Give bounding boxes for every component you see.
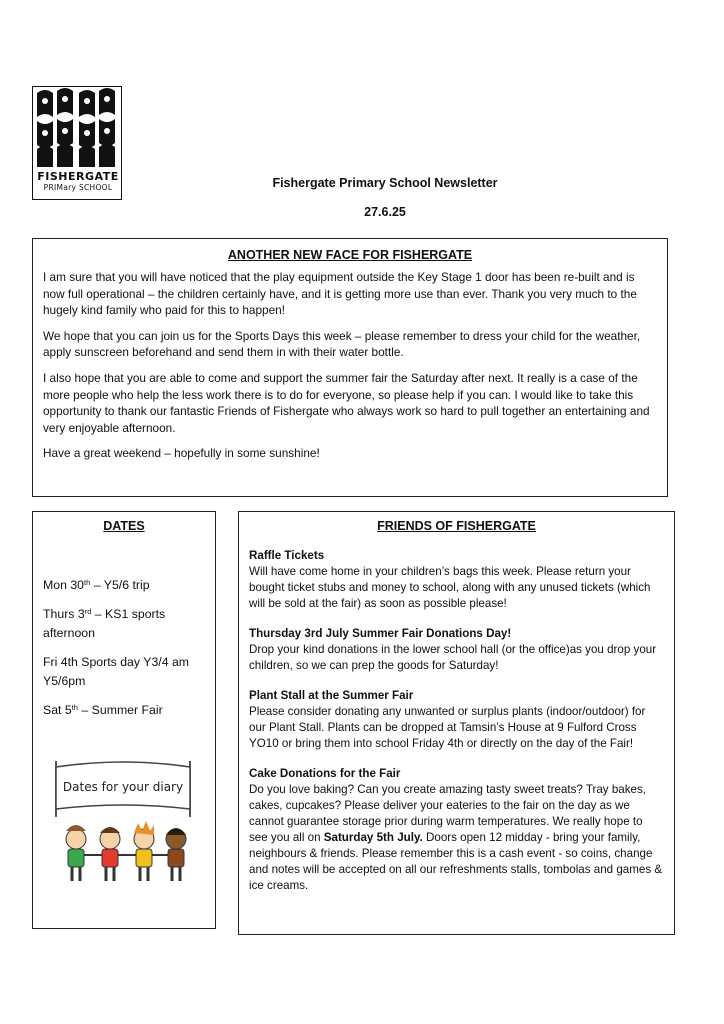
newsletter-date: 27.6.25 [364,205,406,219]
newsletter-title: Fishergate Primary School Newsletter [272,176,498,190]
dates-list [43,576,205,720]
dates-diary-illustration [48,757,198,887]
section-title: Cake Donations for the Fair [249,767,401,780]
section-body: Drop your kind donations in the lower school hall (or the office)as you drop your children, so we can prep the goods for Saturday! [249,643,657,672]
article-heading: ANOTHER NEW FACE FOR FISHERGATE [227,248,473,262]
raffle-section [249,548,664,612]
logo-subtext: PRIMary SCHOOL [43,183,113,192]
article-paragraph: We hope that you can join us for the Sports Days this week – please remember to dress your child for the weather, apply sunscreen beforehand and send them in with their water bottle. [43,328,641,360]
plant-stall-section [249,688,664,752]
section-body: Do you love baking? Can you create amazing tasty sweet treats? Tray bakes, cakes, cupcakes? Please deliver your eateries to the fair on the day as we cannot guarantee storage prior during warm temperatures. We really hope to see you all on Saturday 5th July. Doors open 12 midday - bring your family, neighbours & friends. Please remember this is a cash event - so coins, change and notes will be accepted on all our refreshments stalls, tombolas and games & ice creams. [249,783,663,892]
section-body: Please consider donating any unwanted or surplus plants (indoor/outdoor) for our Plant Stall. Plants can be dropped at Tamsin’s House at 9 Fulford Cross YO10 or bring them into school Friday 4th or directly on the day of the Fair! [249,705,646,750]
section-title: Plant Stall at the Summer Fair [249,689,414,702]
date-item: Fri 4th Sports day Y3/4 am Y5/6pm [43,654,190,688]
children-icon [66,821,186,881]
cake-donations-section [249,766,664,894]
article-paragraph: Have a great weekend – hopefully in some sunshine! [43,446,320,461]
donations-day-section [249,626,664,674]
dates-heading: DATES [103,519,145,533]
section-body: Will have come home in your children’s bags this week. Please return your bought ticket stubs and money to school, along with any unused tickets (which will be sold at the fair) as soon as possible please! [249,565,651,610]
banner-text: Dates for your diary [62,780,184,794]
section-title: Thursday 3rd July Summer Fair Donations Day! [249,627,512,640]
school-logo [32,86,122,200]
article-paragraph: I also hope that you are able to come and support the summer fair the Saturday after next. It really is a case of the more people who help the less work there is to do for everyone, so please help if you can. I would like to take this opportunity to thank our fantastic Friends of Fishergate who always work so hard to pull together an entertaining and very enjoyable afternoon. [43,370,650,435]
date-item: Mon 30th – Y5/6 trip [43,578,150,592]
logo-text: FISHERGATE [37,170,119,183]
date-item: Thurs 3rd – KS1 sports afternoon [43,606,166,640]
article-paragraph: I am sure that you will have noticed that the play equipment outside the Key Stage 1 door has been re-built and is now full operational – the children certainly have, and it is getting more use than ever. Thank you very much to the hugely kind family who paid for this to happen! [43,270,637,318]
main-article-box [32,238,668,497]
fish-pattern-icon [33,87,121,171]
date-item: Sat 5th – Summer Fair [43,702,163,717]
section-title: Raffle Tickets [249,549,325,562]
friends-box [238,511,675,935]
friends-heading: FRIENDS OF FISHERGATE [377,519,536,533]
